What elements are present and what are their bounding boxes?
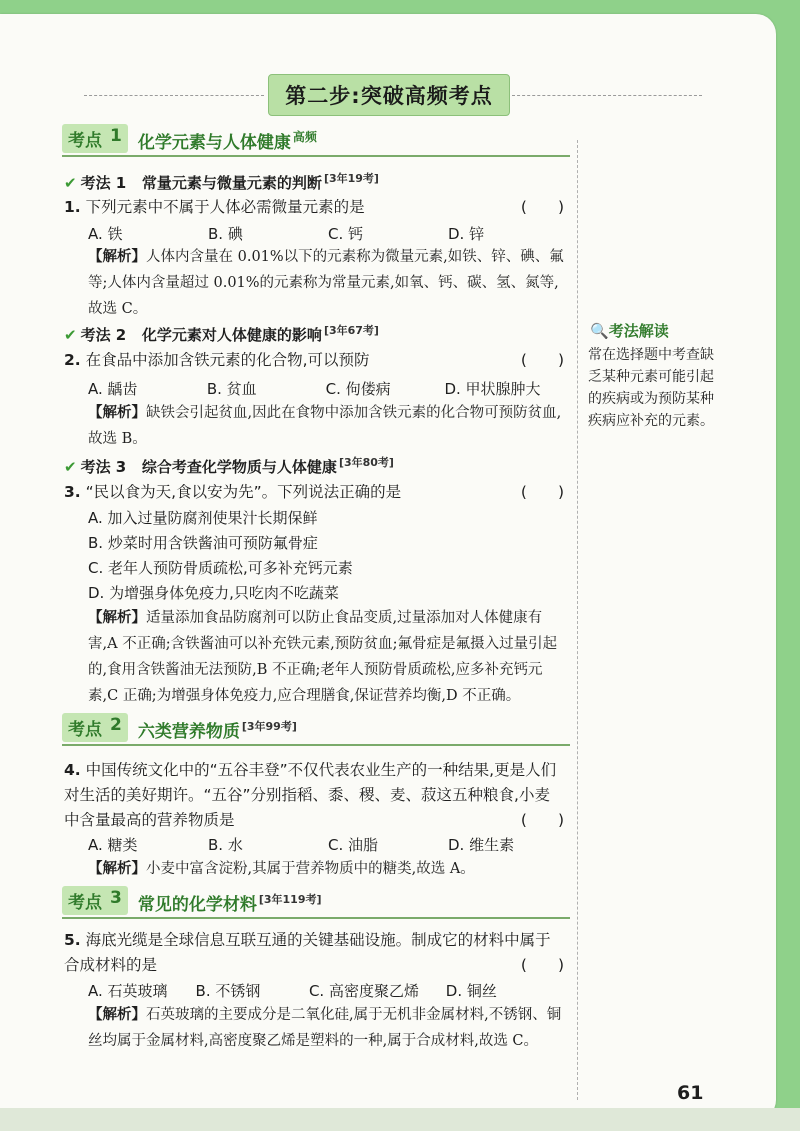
step-title: 第二步:突破高频考点 — [268, 74, 510, 116]
kaodian-1-header — [62, 124, 570, 157]
kaodian-title: 六类营养物质 [3年99考] — [137, 720, 297, 742]
question-4-options: A. 糖类 B. 水 C. 油脂 D. 维生素 — [88, 836, 515, 854]
page-number: 61 — [677, 1082, 704, 1104]
analysis-4: 【解析】小麦中富含淀粉,其属于营养物质中的糖类,故选 A。 — [88, 861, 475, 877]
side-note-body: 常在选择题中考查缺乏某种元素可能引起的疾病或为预防某种疾病应补充的元素。 — [588, 347, 714, 429]
page-edge — [0, 1108, 800, 1131]
kaodian-badge: 考点 2 — [62, 713, 128, 742]
question-3-option-a: A. 加入过量防腐剂使果汁长期保鲜 — [88, 509, 318, 527]
question-5-options: A. 石英玻璃 B. 不锈钢 C. 高密度聚乙烯 D. 铜丝 — [88, 982, 497, 1000]
question-5: 5. 海底光缆是全球信息互联互通的关键基础设施。制成它的材料中属于合成材料的是 — [64, 931, 551, 974]
question-3-option-c: C. 老年人预防骨质疏松,可多补充钙元素 — [88, 559, 353, 577]
analysis-1: 【解析】人体内含量在 0.01%以下的元素称为微量元素,如铁、锌、碘、氟等;人体内含量超过 0.01%的元素称为常量元素,如氧、钙、碳、氢、氮等,故选 C。 — [88, 249, 564, 317]
check-icon: ✔ — [64, 458, 77, 476]
analysis-5: 【解析】石英玻璃的主要成分是二氧化硅,属于无机非金属材料,不锈钢、铜丝均属于金属材料,高密度聚乙烯是塑料的一种,属于合成材料,故选 C。 — [88, 1007, 562, 1049]
kaodian-title: 化学元素与人体健康 $^{高频}$ — [137, 130, 317, 153]
question-1: 1. 下列元素中不属于人体必需微量元素的是 ( ) — [64, 198, 564, 216]
title-rule-left — [84, 95, 264, 96]
question-4: 4. 中国传统文化中的“五谷丰登”不仅代表农业生产的一种结果,更是人们对生活的美好期许。“五谷”分别指稻、黍、稷、麦、菽这五种粮食,小麦中含量最高的营养物质是 — [64, 761, 557, 829]
kaofa-1: ✔ 考法 1 常量元素与微量元素的判断 [3年19考] — [64, 172, 379, 192]
question-3: 3. “民以食为天,食以安为先”。下列说法正确的是 ( ) — [64, 483, 564, 501]
side-note-title: 🔍考法解读 — [590, 322, 669, 340]
column-divider — [577, 140, 578, 1100]
question-1-options: A. 铁 B. 碘 C. 钙 D. 锌 — [88, 225, 485, 243]
kaodian-title: 常见的化学材料 [3年119考] — [137, 893, 322, 915]
question-2: 2. 在食品中添加含铁元素的化合物,可以预防 ( ) — [64, 351, 564, 369]
frequency-tag: 高频 — [292, 130, 317, 145]
title-rule-right — [512, 95, 702, 96]
kaofa-2: ✔ 考法 2 化学元素对人体健康的影响 [3年67考] — [64, 324, 379, 344]
check-icon: ✔ — [64, 174, 77, 192]
analysis-3: 【解析】适量添加食品防腐剂可以防止食品变质,过量添加对人体健康有害,A 不正确;含铁酱油可以补充铁元素,预防贫血;氟骨症是氟摄入过量引起的,食用含铁酱油无法预防,B 不正确;老年人预防骨质疏松,应多补充钙元素,C 正确;为增强身体免疫力,应合理膳食,保证营养均衡,D 不正确。 — [88, 610, 558, 704]
analysis-2: 【解析】缺铁会引起贫血,因此在食物中添加含铁元素的化合物可预防贫血,故选 B。 — [88, 405, 562, 447]
question-3-option-b: B. 炒菜时用含铁酱油可预防氟骨症 — [88, 534, 318, 552]
kaodian-3-header — [62, 886, 570, 919]
magnifier-icon: 🔍 — [590, 322, 609, 340]
kaodian-2-header — [62, 713, 570, 746]
kaodian-badge: 考点 1 — [62, 124, 128, 153]
question-3-option-d: D. 为增强身体免疫力,只吃肉不吃蔬菜 — [88, 584, 339, 602]
kaofa-3: ✔ 考法 3 综合考查化学物质与人体健康 [3年80考] — [64, 456, 394, 476]
check-icon: ✔ — [64, 326, 77, 344]
kaodian-badge: 考点 3 — [62, 886, 128, 915]
question-2-options: A. 龋齿 B. 贫血 C. 佝偻病 D. 甲状腺肿大 — [88, 380, 541, 398]
